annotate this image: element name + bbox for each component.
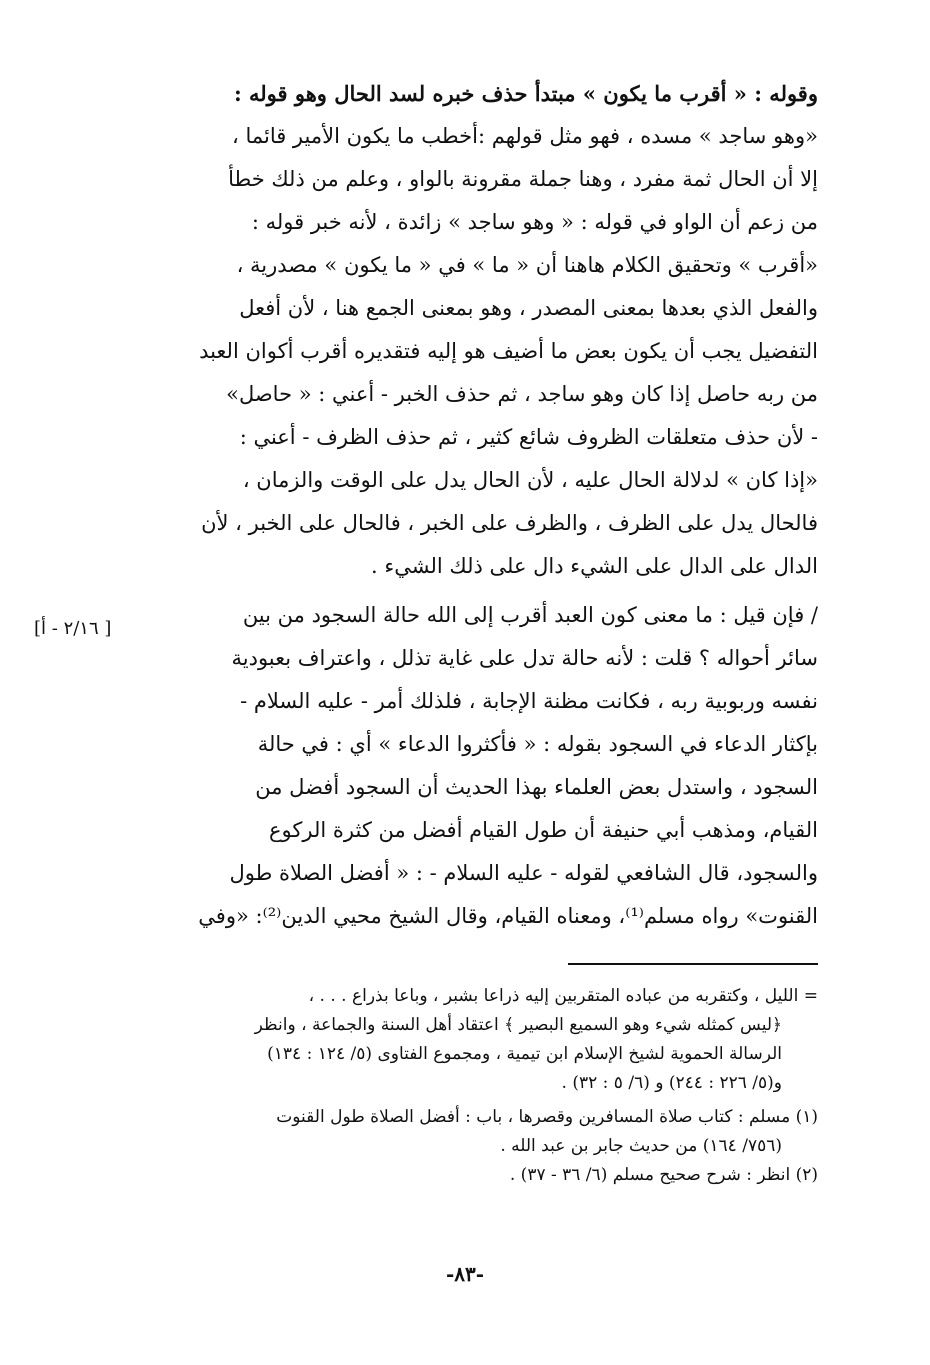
body-line: والسجود، قال الشافعي لقوله - عليه السلام - : « أفضل الصلاة طول [229, 861, 818, 885]
body-line: سائر أحواله ؟ قلت : لأنه حالة تدل على غاية تذلل ، واعتراف بعبودية [231, 646, 818, 670]
body-line: نفسه وربوبية ربه ، فكانت مظنة الإجابة ، فلذلك أمر - عليه السلام - [240, 689, 818, 713]
footnote-line: (٢) انظر : شرح صحيح مسلم (٦/ ٣٦ - ٣٧) . [509, 1165, 818, 1185]
footnote-line: (٧٥٦/ ١٦٤) من حديث جابر بن عبد الله . [500, 1136, 782, 1156]
body-line: من ربه حاصل إذا كان وهو ساجد ، ثم حذف الخبر - أعني : « حاصل» [226, 382, 818, 406]
footnote-line: الرسالة الحموية لشيخ الإسلام ابن تيمية ، ومجموع الفتاوى (٥/ ١٢٤ : ١٣٤) [267, 1044, 782, 1064]
body-line [132, 72, 818, 115]
main-text [132, 72, 818, 938]
body-line: «إذا كان » لدلالة الحال عليه ، لأن الحال يدل على الوقت والزمان ، [242, 468, 818, 492]
footnote-line: = الليل ، وكتقربه من عباده المتقربين إليه ذراعا بشبر ، وباعا بذراع . . . ، [308, 986, 818, 1006]
footnote-line: (١) مسلم : كتاب صلاة المسافرين وقصرها ، باب : أفضل الصلاة طول القنوت [276, 1107, 818, 1127]
body-line: والفعل الذي بعدها بمعنى المصدر ، وهو بمعنى الجمع هنا ، لأن أفعل [239, 296, 818, 320]
body-line: - لأن حذف متعلقات الظروف شائع كثير ، ثم حذف الظرف - أعني : [239, 425, 818, 449]
body-line: فالحال يدل على الظرف ، والظرف على الخبر ، فالحال على الخبر ، لأن [201, 511, 818, 535]
footnote-line: و(٥/ ٢٢٦ : ٢٤٤) و (٦/ ٥ : ٣٢) . [561, 1073, 782, 1093]
body-line: التفضيل يجب أن يكون بعض ما أضيف هو إليه فتقديره أقرب أكوان العبد [199, 339, 818, 363]
page-number: -٨٣- [445, 1262, 485, 1286]
body-line: إلا أن الحال ثمة مفرد ، وهنا جملة مقرونة بالواو ، وعلم من ذلك خطأ [228, 167, 818, 191]
body-line: السجود ، واستدل بعض العلماء بهذا الحديث أن السجود أفضل من [255, 775, 818, 799]
body-line: بإكثار الدعاء في السجود بقوله : « فأكثروا الدعاء » أي : في حالة [257, 732, 818, 756]
body-line: القيام، ومذهب أبي حنيفة أن طول القيام أفضل من كثرة الركوع [269, 818, 818, 842]
body-line: الدال على الدال على الشيء دال على ذلك الشيء . [371, 554, 818, 578]
footnote-separator [568, 963, 818, 965]
body-line-text: وقوله : « أقرب ما يكون » مبتدأ حذف خبره لسد الحال وهو قوله : [233, 81, 818, 106]
body-line: «أقرب » وتحقيق الكلام هاهنا أن « ما » في « ما يكون » مصدرية ، [236, 253, 818, 277]
footnotes [132, 982, 818, 1190]
manuscript-folio-marker: [ ٢/١٦ - أ] [34, 618, 112, 639]
body-line: القنوت» رواه مسلم⁽¹⁾، ومعناه القيام، وقال الشيخ محيي الدين⁽²⁾: «وفي [198, 904, 818, 928]
body-line: من زعم أن الواو في قوله : « وهو ساجد » زائدة ، لأنه خبر قوله : [251, 210, 818, 234]
footnote-line: ﴿ليس كمثله شيء وهو السميع البصير ﴾ اعتقاد أهل السنة والجماعة ، وانظر [254, 1015, 782, 1035]
body-line: / فإن قيل : ما معنى كون العبد أقرب إلى الله حالة السجود من بين [242, 603, 818, 627]
body-line: «وهو ساجد » مسده ، فهو مثل قولهم :أخطب ما يكون الأمير قائما ، [231, 124, 818, 148]
